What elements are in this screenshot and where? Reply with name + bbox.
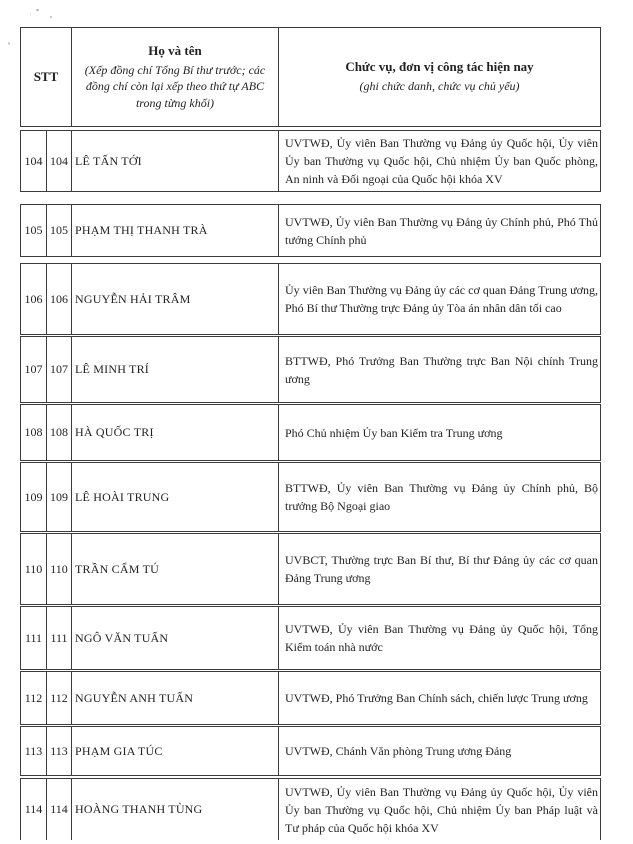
person-name: LÊ MINH TRÍ [75,362,149,376]
position-cell [279,672,600,724]
position-text: UVTWĐ, Ủy viên Ban Thường vụ Đảng ủy Quốc hội, Tổng Kiểm toán nhà nước [285,622,598,654]
table-row [20,533,601,605]
position-text: BTTWĐ, Phó Trưởng Ban Thường trực Ban Nội chính Trung ương [285,353,598,386]
stt-cell-primary [21,337,47,402]
header-cell-position [279,28,600,126]
officials-table [20,27,601,840]
name-cell [72,264,279,334]
stt-value: 105 [24,223,43,237]
header-name-title: Họ và tên [148,43,202,59]
position-cell [279,463,600,531]
name-cell [72,727,279,775]
name-cell [72,337,279,402]
table-row [20,204,601,257]
position-text: BTTWĐ, Ủy viên Ban Thường vụ Đảng ủy Chính phủ, Bộ trưởng Bộ Ngoại giao [285,481,598,513]
table-row [20,606,601,670]
table-row [20,726,601,776]
stt-value-duplicate: 108 [50,425,68,439]
stt-value-duplicate: 111 [50,630,68,645]
person-name: HÀ QUỐC TRỊ [75,425,154,439]
name-cell [72,463,279,531]
position-text: UVTWĐ, Chánh Văn phòng Trung ương Đảng [285,744,512,758]
person-name: NGUYỄN ANH TUẤN [75,690,194,705]
stt-value-duplicate: 114 [50,802,68,816]
table-body [20,130,601,840]
position-text: Phó Chủ nhiệm Ủy ban Kiểm tra Trung ương [285,425,503,440]
header-position-note: (ghi chức danh, chức vụ chủ yếu) [359,79,520,94]
position-cell [279,337,600,402]
stt-value: 113 [24,743,43,758]
name-cell [72,672,279,724]
stt-cell-primary [21,463,47,531]
person-name: LÊ HOÀI TRUNG [75,489,170,504]
person-name: NGUYỄN HẢI TRÂM [75,291,191,306]
stt-cell-duplicate [47,779,72,840]
header-stt-label: STT [33,68,59,84]
position-cell [279,264,600,334]
header-name-note: (Xếp đồng chí Tổng Bí thư trước; các đồng chí còn lại xếp theo thứ tự ABC trong từng khối) [84,63,266,110]
stt-value: 104 [24,153,43,168]
position-cell [279,779,600,840]
person-name: PHẠM GIA TÚC [75,743,163,758]
table-row [20,404,601,461]
person-name: LÊ TẤN TỚI [75,153,142,168]
name-cell [72,131,279,191]
position-text: Ủy viên Ban Thường vụ Đảng ủy các cơ quan Đảng Trung ương, Phó Bí thư Thường trực Đảng ủy Tòa án nhân dân tối cao [285,283,598,315]
position-cell [279,727,600,775]
header-cell-name [72,28,279,126]
stt-cell-primary [21,264,47,334]
person-name: NGÔ VĂN TUẤN [75,630,169,645]
table-header-row [20,27,601,127]
table-row [20,462,601,532]
name-cell [72,534,279,604]
stt-cell-duplicate [47,727,72,775]
table-row [20,778,601,840]
name-cell [72,205,279,256]
stt-value: 109 [24,489,43,504]
person-name: TRẦN CẨM TÚ [75,561,159,576]
stt-cell-duplicate [47,264,72,334]
stt-value: 108 [24,425,43,439]
table-row [20,671,601,725]
stt-value-duplicate: 109 [50,489,68,504]
header-position-title: Chức vụ, đơn vị công tác hiện nay [345,59,534,75]
name-cell [72,607,279,669]
stt-cell-duplicate [47,205,72,256]
stt-cell-duplicate [47,463,72,531]
name-cell [72,405,279,460]
table-row [20,263,601,335]
stt-value-duplicate: 113 [50,743,68,758]
stt-value-duplicate: 110 [50,561,68,576]
stt-cell-primary [21,779,47,840]
position-text: UVBCT, Thường trực Ban Bí thư, Bí thư Đảng ủy các cơ quan Đảng Trung ương [285,553,598,585]
table-row [20,130,601,192]
position-cell [279,205,600,256]
stt-value: 114 [24,802,43,816]
stt-cell-primary [21,534,47,604]
stt-cell-primary [21,205,47,256]
stt-value: 111 [24,630,43,645]
stt-value-duplicate: 104 [50,153,68,168]
position-text: UVTWĐ, Ủy viên Ban Thường vụ Đảng ủy Quốc hội, Ủy viên Ủy ban Thường vụ Quốc hội, Chủ nhiệm Ủy ban Pháp luật và Tư pháp của Quốc hội khóa XV [285,784,598,835]
stt-value-duplicate: 105 [50,223,68,237]
stt-value-duplicate: 112 [50,690,68,705]
position-cell [279,607,600,669]
scan-artifact-speck [50,16,52,18]
scan-artifact-speck [36,9,39,11]
stt-cell-duplicate [47,607,72,669]
stt-cell-primary [21,727,47,775]
person-name: HOÀNG THANH TÙNG [75,802,203,816]
stt-value: 110 [24,561,43,576]
person-name: PHẠM THỊ THANH TRÀ [75,223,208,237]
stt-cell-duplicate [47,131,72,191]
stt-cell-duplicate [47,672,72,724]
position-cell [279,405,600,460]
stt-cell-duplicate [47,337,72,402]
stt-cell-primary [21,405,47,460]
scan-artifact-speck [30,13,31,15]
header-cell-stt [21,28,72,126]
stt-value: 112 [24,690,43,705]
stt-cell-primary [21,672,47,724]
stt-cell-duplicate [47,405,72,460]
stt-value: 107 [24,362,43,376]
stt-cell-primary [21,131,47,191]
table-row [20,336,601,403]
stt-value: 106 [24,291,43,306]
stt-cell-duplicate [47,534,72,604]
position-cell [279,131,600,191]
position-cell [279,534,600,604]
position-text: UVTWĐ, Phó Trưởng Ban Chính sách, chiến lược Trung ương [285,691,588,705]
stt-value-duplicate: 106 [50,291,68,306]
stt-cell-primary [21,607,47,669]
position-text: UVTWĐ, Ủy viên Ban Thường vụ Đảng ủy Quốc hội, Ủy viên Ủy ban Thường vụ Quốc hội, Chủ nhiệm Ủy ban Quốc phòng, An ninh và Đối ngoại của Quốc hội khóa XV [285,136,598,186]
scan-artifact-speck [8,42,10,45]
stt-value-duplicate: 107 [50,362,68,376]
position-text: UVTWĐ, Ủy viên Ban Thường vụ Đảng ủy Chính phủ, Phó Thủ tướng Chính phủ [285,214,598,247]
name-cell [72,779,279,840]
